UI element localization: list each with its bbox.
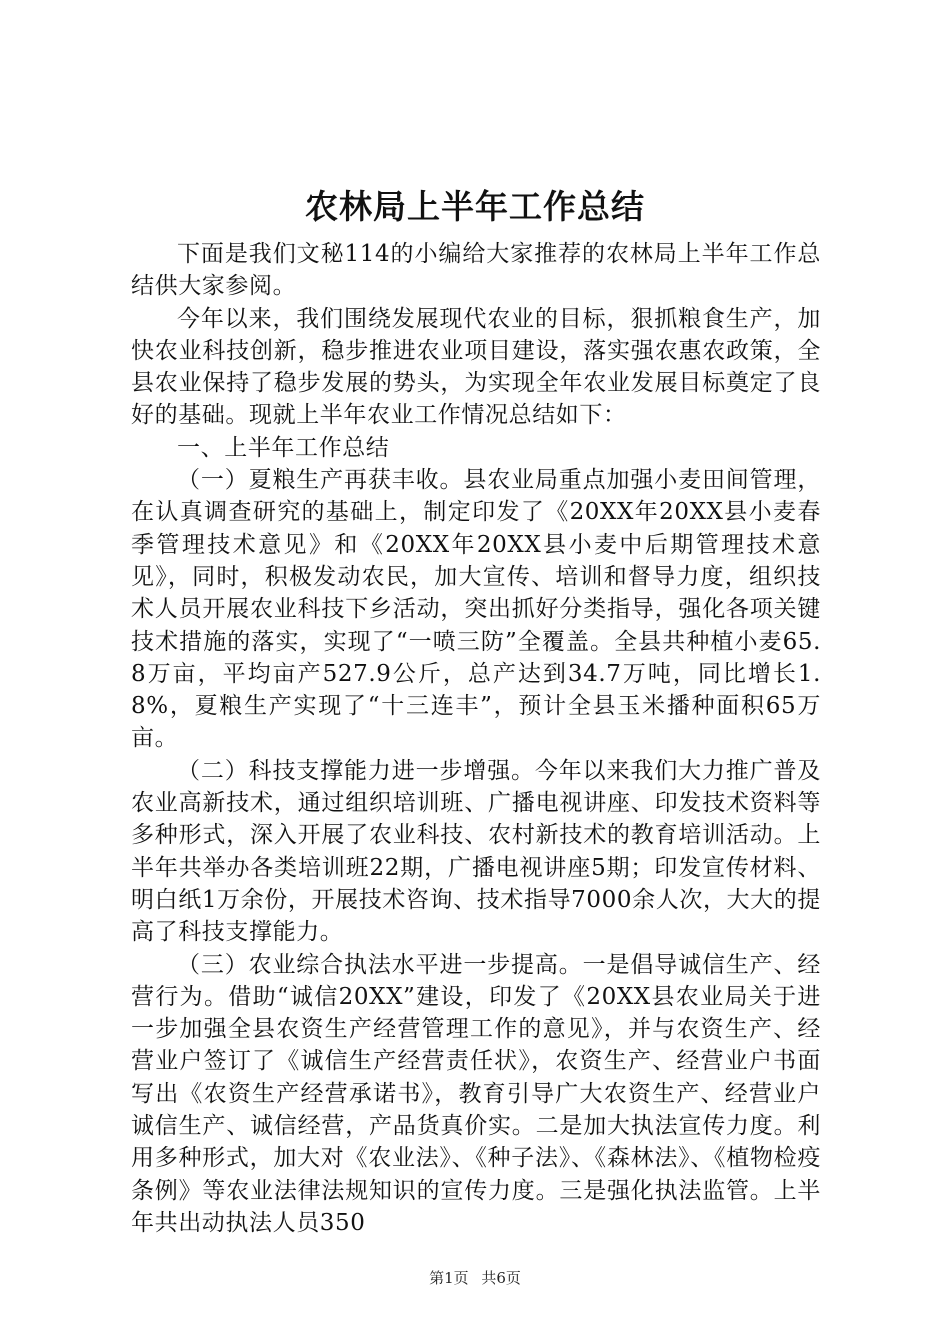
tech-support-paragraph: （二）科技支撑能力进一步增强。今年以来我们大力推广普及农业高新技术，通过组织培训班、广播电视讲座、印发技术资料等多种形式，深入开展了农业科技、农村新技术的教育培训活动。上半年共举办各类培训班22期，广播电视讲座5期；印发宣传材料、明白纸1万余份，开展技术咨询、技术指导7000余人次，大大的提高了科技支撑能力。: [131, 757, 821, 946]
law-enforcement-paragraph: （三）农业综合执法水平进一步提高。一是倡导诚信生产、经营行为。借助“诚信20XX”建设，印发了《20XX县农业局关于进一步加强全县农资生产经营管理工作的意见》，并与农资生产、经营业户签订了《诚信生产经营责任状》，农资生产、经营业户书面写出《农资生产经营承诺书》，教育引导广大农资生产、经营业户诚信生产、诚信经营，产品货真价实。二是加大执法宣传力度。利用多种形式，加大对《农业法》、《种子法》、《森林法》、《植物检疫条例》等农业法律法规知识的宣传力度。三是强化执法监管。上半年共出动执法人员350: [131, 951, 821, 1236]
overview-paragraph: 今年以来，我们围绕发展现代农业的目标，狠抓粮食生产，加快农业科技创新，稳步推进农业项目建设，落实强农惠农政策，全县农业保持了稳步发展的势头，为实现全年农业发展目标奠定了良好的基础。现就上半年农业工作情况总结如下：: [131, 305, 821, 429]
summer-grain-paragraph: （一）夏粮生产再获丰收。县农业局重点加强小麦田间管理，在认真调查研究的基础上，制定印发了《20XX年20XX县小麦春季管理技术意见》和《20XX年20XX县小麦中后期管理技术意见》，同时，积极发动农民，加大宣传、培训和督导力度，组织技术人员开展农业科技下乡活动，突出抓好分类指导，强化各项关键技术措施的落实，实现了“一喷三防”全覆盖。全县共种植小麦65.8万亩，平均亩产527.9公斤，总产达到34.7万吨，同比增长1.8%，夏粮生产实现了“十三连丰”，预计全县玉米播种面积65万亩。: [131, 467, 821, 752]
section-heading: 一、上半年工作总结: [177, 434, 390, 461]
document-body: [131, 238, 821, 1239]
page-footer: [0, 1268, 950, 1288]
page-number: 第1页: [429, 1269, 469, 1287]
page-total: 共6页: [481, 1269, 521, 1287]
document-title: 农林局上半年工作总结: [305, 187, 645, 226]
intro-paragraph: 下面是我们文秘114的小编给大家推荐的农林局上半年工作总结供大家参阅。: [131, 241, 821, 300]
